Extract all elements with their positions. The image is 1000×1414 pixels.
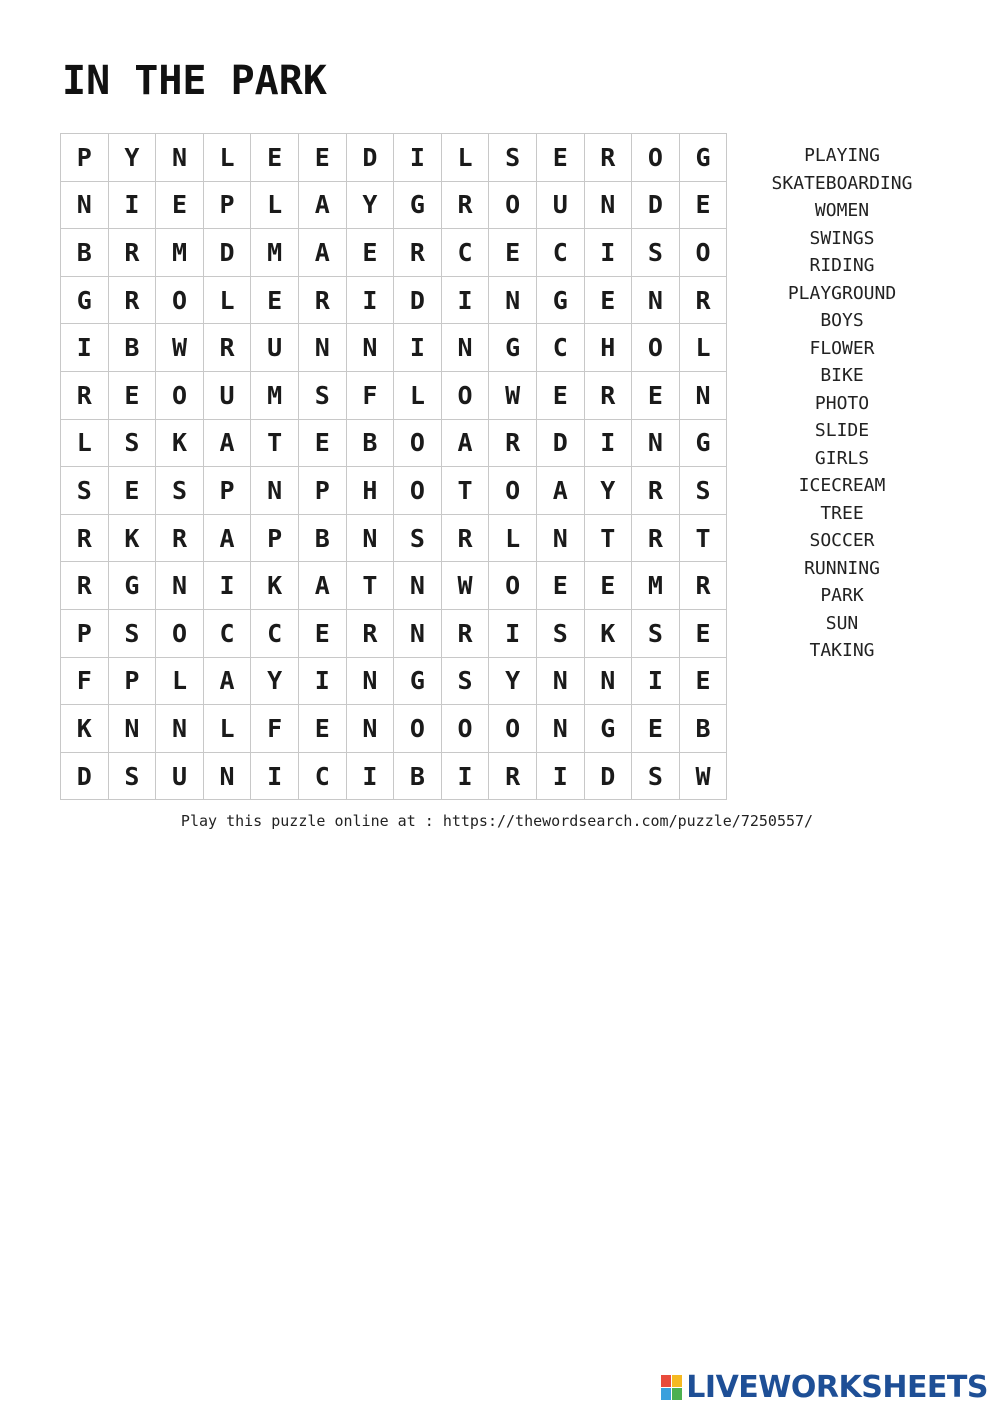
- grid-cell[interactable]: I: [347, 753, 395, 801]
- grid-cell[interactable]: T: [251, 420, 299, 468]
- grid-cell[interactable]: I: [442, 277, 490, 325]
- grid-cell[interactable]: R: [442, 515, 490, 563]
- grid-cell[interactable]: S: [299, 372, 347, 420]
- grid-cell[interactable]: N: [394, 610, 442, 658]
- word-list-item: RIDING: [809, 255, 875, 276]
- grid-cell[interactable]: R: [442, 610, 490, 658]
- grid-cell[interactable]: I: [394, 134, 442, 182]
- grid-cell[interactable]: N: [537, 705, 585, 753]
- grid-cell[interactable]: R: [347, 610, 395, 658]
- footer-text: Play this puzzle online at : https://thewordsearch.com/puzzle/7250557/: [180, 812, 814, 830]
- grid-cell[interactable]: K: [109, 515, 157, 563]
- grid-cell[interactable]: E: [156, 182, 204, 230]
- grid-cell[interactable]: E: [109, 467, 157, 515]
- grid-cell[interactable]: U: [156, 753, 204, 801]
- grid-cell[interactable]: E: [537, 134, 585, 182]
- grid-cell[interactable]: Y: [251, 658, 299, 706]
- grid-cell[interactable]: E: [632, 372, 680, 420]
- word-list-item: BIKE: [820, 365, 864, 386]
- grid-cell[interactable]: O: [442, 372, 490, 420]
- grid-cell[interactable]: R: [632, 467, 680, 515]
- grid-cell[interactable]: N: [347, 705, 395, 753]
- grid-cell[interactable]: I: [299, 658, 347, 706]
- grid-cell[interactable]: B: [680, 705, 728, 753]
- grid-cell[interactable]: O: [156, 277, 204, 325]
- word-list-item: SLIDE: [814, 420, 870, 441]
- grid-cell[interactable]: I: [585, 229, 633, 277]
- grid-cell[interactable]: N: [537, 658, 585, 706]
- grid-cell[interactable]: I: [347, 277, 395, 325]
- grid-cell[interactable]: E: [251, 134, 299, 182]
- grid-cell[interactable]: O: [394, 420, 442, 468]
- grid-cell[interactable]: E: [347, 229, 395, 277]
- grid-cell[interactable]: E: [251, 277, 299, 325]
- grid-cell[interactable]: E: [537, 372, 585, 420]
- grid-cell[interactable]: S: [156, 467, 204, 515]
- grid-cell[interactable]: O: [489, 705, 537, 753]
- grid-cell[interactable]: S: [109, 753, 157, 801]
- grid-cell[interactable]: I: [204, 562, 252, 610]
- grid-cell[interactable]: B: [109, 324, 157, 372]
- grid-cell[interactable]: K: [251, 562, 299, 610]
- grid-cell[interactable]: I: [585, 420, 633, 468]
- grid-cell[interactable]: I: [442, 753, 490, 801]
- grid-cell[interactable]: K: [61, 705, 109, 753]
- grid-cell[interactable]: R: [109, 229, 157, 277]
- word-list-item: SUN: [825, 612, 859, 634]
- grid-cell[interactable]: O: [394, 467, 442, 515]
- grid-cell[interactable]: L: [204, 705, 252, 753]
- grid-cell[interactable]: O: [442, 705, 490, 753]
- word-list-item: PARK: [820, 585, 864, 606]
- grid-cell[interactable]: S: [109, 420, 157, 468]
- grid-cell[interactable]: E: [109, 372, 157, 420]
- grid-cell[interactable]: R: [299, 277, 347, 325]
- grid-cell[interactable]: U: [251, 324, 299, 372]
- grid-cell[interactable]: I: [489, 610, 537, 658]
- word-list-item: TREE: [820, 502, 864, 524]
- grid-cell[interactable]: S: [632, 753, 680, 801]
- grid-cell[interactable]: R: [489, 420, 537, 468]
- grid-cell[interactable]: I: [632, 658, 680, 706]
- grid-cell[interactable]: L: [442, 134, 490, 182]
- grid-cell[interactable]: T: [680, 515, 728, 563]
- grid-cell[interactable]: O: [489, 182, 537, 230]
- grid-cell[interactable]: N: [394, 562, 442, 610]
- grid-cell[interactable]: R: [585, 372, 633, 420]
- grid-cell[interactable]: N: [347, 515, 395, 563]
- grid-cell[interactable]: C: [442, 229, 490, 277]
- grid-cell[interactable]: O: [489, 467, 537, 515]
- grid-cell[interactable]: N: [109, 705, 157, 753]
- grid-cell[interactable]: R: [61, 562, 109, 610]
- word-list-item: SKATEBOARDING: [771, 172, 913, 194]
- grid-cell[interactable]: D: [347, 134, 395, 182]
- grid-cell[interactable]: C: [251, 610, 299, 658]
- grid-cell[interactable]: L: [251, 182, 299, 230]
- grid-cell[interactable]: G: [61, 277, 109, 325]
- grid-cell[interactable]: N: [680, 372, 728, 420]
- grid-cell[interactable]: B: [61, 229, 109, 277]
- grid-cell[interactable]: N: [204, 753, 252, 801]
- grid-cell[interactable]: P: [204, 467, 252, 515]
- grid-cell[interactable]: R: [156, 515, 204, 563]
- grid-cell[interactable]: E: [299, 705, 347, 753]
- grid-cell[interactable]: S: [61, 467, 109, 515]
- grid-cell[interactable]: F: [61, 658, 109, 706]
- grid-cell[interactable]: G: [585, 705, 633, 753]
- grid-cell[interactable]: F: [347, 372, 395, 420]
- grid-cell[interactable]: E: [299, 610, 347, 658]
- grid-cell[interactable]: H: [585, 324, 633, 372]
- grid-cell[interactable]: D: [632, 182, 680, 230]
- grid-cell[interactable]: R: [109, 277, 157, 325]
- grid-cell[interactable]: E: [489, 229, 537, 277]
- grid-cell[interactable]: N: [156, 562, 204, 610]
- grid-cell[interactable]: B: [394, 753, 442, 801]
- grid-cell[interactable]: E: [680, 658, 728, 706]
- grid-cell[interactable]: O: [680, 229, 728, 277]
- grid-cell[interactable]: N: [156, 134, 204, 182]
- grid-cell[interactable]: N: [632, 420, 680, 468]
- grid-cell[interactable]: U: [204, 372, 252, 420]
- grid-cell[interactable]: K: [585, 610, 633, 658]
- grid-cell[interactable]: W: [489, 372, 537, 420]
- grid-cell[interactable]: O: [156, 372, 204, 420]
- grid-cell[interactable]: A: [204, 515, 252, 563]
- grid-cell[interactable]: R: [61, 515, 109, 563]
- grid-cell[interactable]: D: [394, 277, 442, 325]
- grid-cell[interactable]: P: [109, 658, 157, 706]
- grid-cell[interactable]: S: [394, 515, 442, 563]
- grid-cell[interactable]: T: [442, 467, 490, 515]
- grid-cell[interactable]: B: [299, 515, 347, 563]
- grid-cell[interactable]: O: [489, 562, 537, 610]
- grid-cell[interactable]: O: [632, 134, 680, 182]
- word-list-item: GIRLS: [814, 447, 870, 469]
- grid-cell[interactable]: N: [61, 182, 109, 230]
- grid-cell[interactable]: O: [156, 610, 204, 658]
- grid-cell[interactable]: S: [632, 610, 680, 658]
- grid-cell[interactable]: L: [61, 420, 109, 468]
- grid-cell[interactable]: D: [585, 753, 633, 801]
- grid-cell[interactable]: B: [347, 420, 395, 468]
- grid-cell[interactable]: S: [442, 658, 490, 706]
- word-list-item: SOCCER: [809, 530, 875, 551]
- grid-cell[interactable]: W: [680, 753, 728, 801]
- grid-cell[interactable]: R: [394, 229, 442, 277]
- word-search-grid[interactable]: [60, 133, 727, 800]
- word-list-item: SWINGS: [809, 227, 875, 249]
- footer-note: [0, 812, 1000, 830]
- grid-cell[interactable]: E: [632, 705, 680, 753]
- word-list-item: PLAYGROUND: [787, 282, 897, 304]
- grid-cell[interactable]: E: [680, 182, 728, 230]
- grid-cell[interactable]: Y: [585, 467, 633, 515]
- grid-cell[interactable]: N: [299, 324, 347, 372]
- word-list-item: BOYS: [820, 310, 864, 331]
- grid-cell[interactable]: D: [204, 229, 252, 277]
- grid-cell[interactable]: N: [347, 324, 395, 372]
- grid-cell[interactable]: I: [251, 753, 299, 801]
- grid-cell[interactable]: H: [347, 467, 395, 515]
- word-list-item: PHOTO: [814, 392, 870, 414]
- grid-cell[interactable]: L: [204, 134, 252, 182]
- grid-cell[interactable]: Y: [109, 134, 157, 182]
- grid-cell[interactable]: G: [394, 658, 442, 706]
- grid-cell[interactable]: A: [299, 562, 347, 610]
- grid-cell[interactable]: A: [204, 420, 252, 468]
- grid-cell[interactable]: R: [442, 182, 490, 230]
- grid-cell[interactable]: M: [632, 562, 680, 610]
- grid-cell[interactable]: N: [632, 277, 680, 325]
- word-list-item: ICECREAM: [798, 475, 886, 496]
- grid-cell[interactable]: N: [156, 705, 204, 753]
- word-list-item: WOMEN: [814, 200, 870, 221]
- grid-cell[interactable]: I: [61, 324, 109, 372]
- grid-cell[interactable]: W: [442, 562, 490, 610]
- grid-cell[interactable]: C: [537, 229, 585, 277]
- grid-cell[interactable]: M: [156, 229, 204, 277]
- grid-cell[interactable]: E: [299, 134, 347, 182]
- grid-cell[interactable]: E: [680, 610, 728, 658]
- grid-cell[interactable]: R: [489, 753, 537, 801]
- grid-cell[interactable]: E: [585, 277, 633, 325]
- grid-cell[interactable]: S: [537, 610, 585, 658]
- grid-cell[interactable]: O: [632, 324, 680, 372]
- grid-cell[interactable]: E: [585, 562, 633, 610]
- grid-cell[interactable]: T: [585, 515, 633, 563]
- grid-cell[interactable]: G: [680, 134, 728, 182]
- grid-cell[interactable]: I: [109, 182, 157, 230]
- grid-cell[interactable]: W: [156, 324, 204, 372]
- grid-cell[interactable]: L: [680, 324, 728, 372]
- grid-cell[interactable]: O: [394, 705, 442, 753]
- brand-name: LIVEWORKSHEETS: [686, 1370, 988, 1405]
- grid-cell[interactable]: K: [156, 420, 204, 468]
- grid-cell[interactable]: Y: [347, 182, 395, 230]
- grid-cell[interactable]: A: [299, 182, 347, 230]
- word-list: [762, 142, 922, 665]
- grid-cell[interactable]: P: [299, 467, 347, 515]
- brand-logo[interactable]: [660, 1370, 988, 1405]
- grid-cell[interactable]: Y: [489, 658, 537, 706]
- grid-cell[interactable]: A: [537, 467, 585, 515]
- grid-cell[interactable]: U: [537, 182, 585, 230]
- word-list-item: PLAYING: [804, 145, 880, 166]
- grid-cell[interactable]: P: [61, 134, 109, 182]
- grid-cell[interactable]: E: [299, 420, 347, 468]
- grid-cell[interactable]: L: [204, 277, 252, 325]
- grid-cell[interactable]: R: [585, 134, 633, 182]
- grid-cell[interactable]: P: [61, 610, 109, 658]
- grid-cell[interactable]: N: [585, 182, 633, 230]
- grid-cell[interactable]: S: [489, 134, 537, 182]
- grid-cell[interactable]: G: [109, 562, 157, 610]
- page-title: IN THE PARK: [62, 58, 327, 104]
- grid-cell[interactable]: I: [394, 324, 442, 372]
- grid-cell[interactable]: G: [489, 324, 537, 372]
- grid-cell[interactable]: R: [632, 515, 680, 563]
- grid-cell[interactable]: D: [537, 420, 585, 468]
- grid-cell[interactable]: N: [585, 658, 633, 706]
- grid-cell[interactable]: A: [442, 420, 490, 468]
- grid-cell[interactable]: N: [442, 324, 490, 372]
- grid-cell[interactable]: N: [347, 658, 395, 706]
- grid-cell[interactable]: P: [204, 182, 252, 230]
- grid-cell[interactable]: E: [537, 562, 585, 610]
- grid-cell[interactable]: R: [61, 372, 109, 420]
- grid-cell[interactable]: C: [204, 610, 252, 658]
- grid-cell[interactable]: S: [109, 610, 157, 658]
- grid-cell[interactable]: M: [251, 229, 299, 277]
- word-list-item: FLOWER: [809, 337, 875, 359]
- grid-cell[interactable]: C: [299, 753, 347, 801]
- grid-cell[interactable]: G: [537, 277, 585, 325]
- grid-cell[interactable]: N: [489, 277, 537, 325]
- grid-cell[interactable]: T: [347, 562, 395, 610]
- grid-cell[interactable]: L: [394, 372, 442, 420]
- grid-cell[interactable]: A: [299, 229, 347, 277]
- grid-cell[interactable]: F: [251, 705, 299, 753]
- grid-cell[interactable]: G: [394, 182, 442, 230]
- grid-cell[interactable]: R: [680, 562, 728, 610]
- grid-cell[interactable]: R: [680, 277, 728, 325]
- word-list-item: TAKING: [809, 640, 875, 661]
- grid-cell[interactable]: A: [204, 658, 252, 706]
- grid-cell[interactable]: D: [61, 753, 109, 801]
- grid-cell[interactable]: I: [537, 753, 585, 801]
- liveworksheets-logo-icon: [660, 1374, 684, 1402]
- grid-cell[interactable]: S: [680, 467, 728, 515]
- grid-cell[interactable]: L: [156, 658, 204, 706]
- grid-cell[interactable]: N: [251, 467, 299, 515]
- grid-cell[interactable]: G: [680, 420, 728, 468]
- grid-cell[interactable]: N: [537, 515, 585, 563]
- grid-cell[interactable]: P: [251, 515, 299, 563]
- grid-cell[interactable]: S: [632, 229, 680, 277]
- grid-cell[interactable]: R: [204, 324, 252, 372]
- word-list-item: RUNNING: [804, 557, 880, 579]
- grid-cell[interactable]: M: [251, 372, 299, 420]
- grid-cell[interactable]: C: [537, 324, 585, 372]
- grid-cell[interactable]: L: [489, 515, 537, 563]
